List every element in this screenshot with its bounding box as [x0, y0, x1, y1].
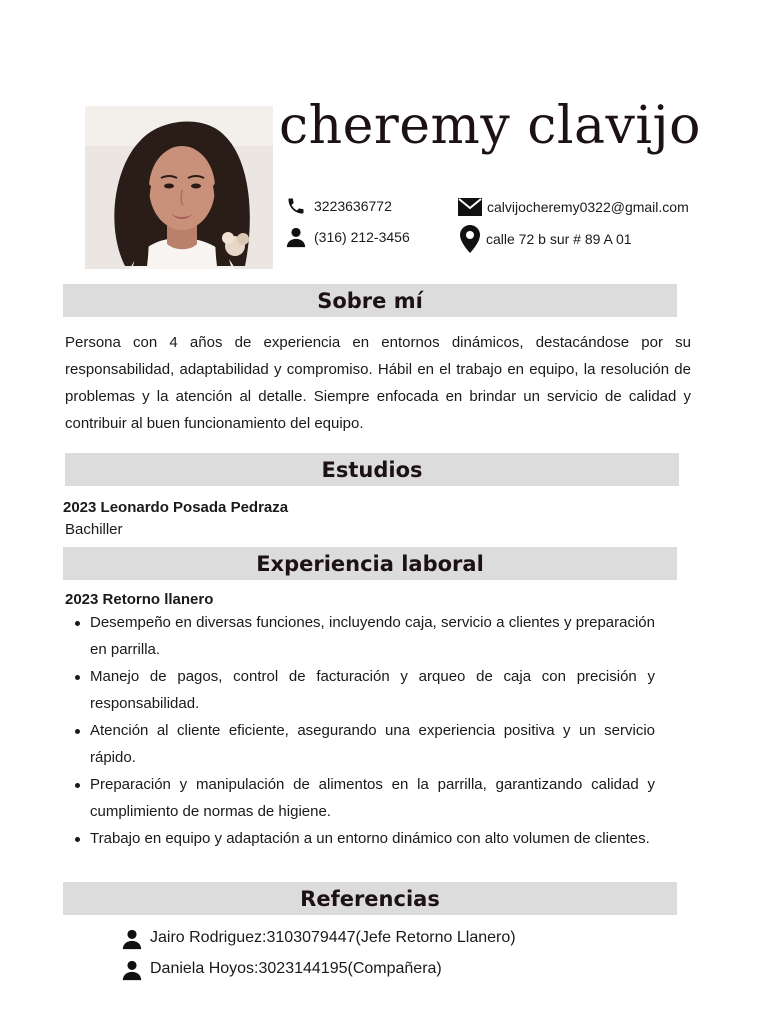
location-pin-icon: [458, 224, 482, 254]
alt-phone-number: (316) 212-3456: [314, 229, 410, 245]
bullet-icon: [75, 783, 80, 788]
contact-address: [458, 224, 632, 254]
bullet-icon: [75, 621, 80, 626]
reference-text: Jairo Rodriguez:3103079447(Jefe Retorno Llanero): [150, 929, 516, 946]
list-item-text: Manejo de pagos, control de facturación y arqueo de caja con precisión y responsabilidad.: [90, 668, 655, 712]
reference-text: Daniela Hoyos:3023144195(Compañera): [150, 960, 442, 977]
address-text: calle 72 b sur # 89 A 01: [486, 231, 632, 247]
list-item-text: Trabajo en equipo y adaptación a un entorno dinámico con alto volumen de clientes.: [90, 830, 650, 847]
list-item: [67, 771, 655, 825]
profile-photo: [85, 106, 273, 269]
envelope-icon: [458, 196, 482, 218]
email-address: calvijocheremy0322@gmail.com: [487, 199, 689, 215]
list-item-text: Desempeño en diversas funciones, incluyendo caja, servicio a clientes y preparación en parrilla.: [90, 614, 655, 658]
list-item: [67, 717, 655, 771]
experience-list: [67, 609, 655, 852]
section-heading-about: Sobre mí: [63, 284, 677, 317]
list-item: [67, 825, 655, 852]
reference-item: [121, 957, 442, 981]
candidate-name: cheremy clavijo: [279, 96, 701, 156]
about-text: Persona con 4 años de experiencia en entornos dinámicos, destacándose por su responsabilidad, adaptabilidad y compromiso. Hábil en el trabajo en equipo, la resolución de problemas y la atención al detalle. Siempre enfocada en brindar un servicio de calidad y contribuir al buen funcionamiento del equipo.: [65, 334, 691, 432]
phone-number: 3223636772: [314, 198, 392, 214]
user-icon: [285, 226, 307, 248]
bullet-icon: [75, 675, 80, 680]
phone-icon: [285, 195, 307, 217]
studies-entry-degree: Bachiller: [65, 521, 123, 538]
contact-email: [458, 196, 689, 218]
list-item: [67, 663, 655, 717]
reference-item: [121, 926, 516, 950]
list-item-text: Preparación y manipulación de alimentos en la parrilla, garantizando calidad y cumplimiento de normas de higiene.: [90, 776, 655, 820]
section-heading-references: Referencias: [63, 882, 677, 915]
contact-phone: [285, 195, 392, 217]
section-heading-experience: Experiencia laboral: [63, 547, 677, 580]
section-heading-studies: Estudios: [65, 453, 679, 486]
list-item: [67, 609, 655, 663]
contact-alt-phone: [285, 226, 410, 248]
studies-entry-title: 2023 Leonardo Posada Pedraza: [63, 499, 289, 516]
bullet-icon: [75, 837, 80, 842]
bullet-icon: [75, 729, 80, 734]
list-item-text: Atención al cliente eficiente, asegurando una experiencia positiva y un servicio rápido.: [90, 722, 655, 766]
experience-entry-title: 2023 Retorno llanero: [65, 591, 214, 608]
user-icon: [121, 926, 145, 950]
user-icon: [121, 957, 145, 981]
